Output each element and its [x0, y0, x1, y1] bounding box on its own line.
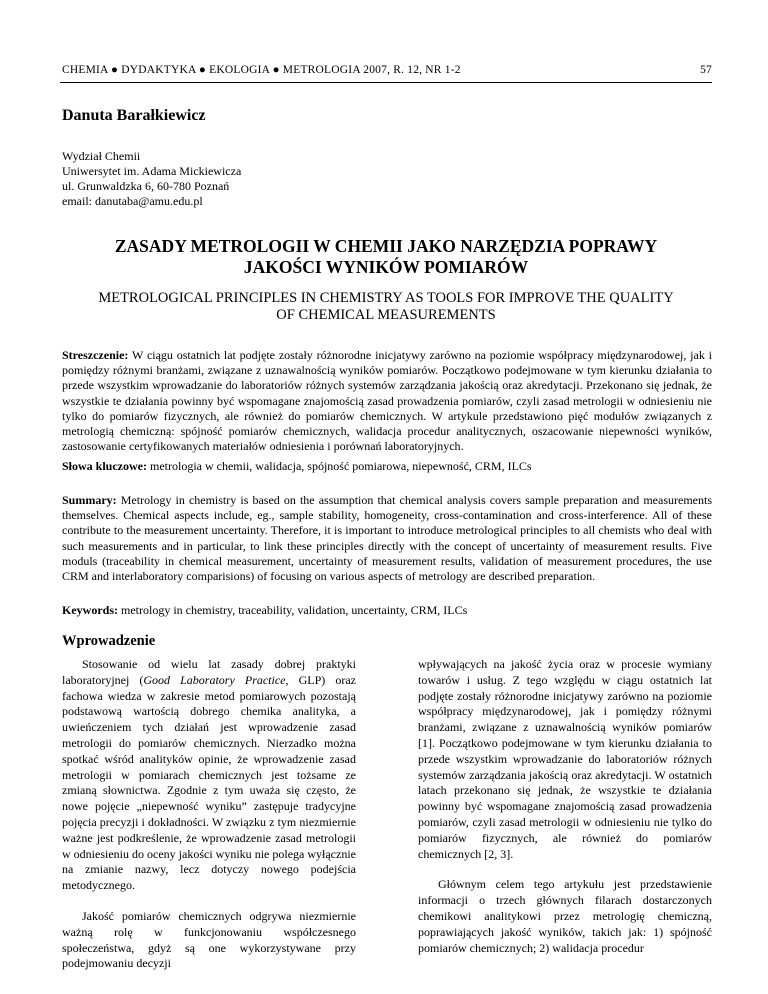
keywords-en-text: metrology in chemistry, traceability, validation, uncertainty, CRM, ILCs [118, 603, 468, 617]
author-email: email: danutaba@amu.edu.pl [62, 194, 203, 208]
page-number: 57 [700, 64, 712, 76]
paragraph-emphasis: Good Laboratory Practice [143, 672, 286, 687]
abstract-polish [62, 348, 712, 454]
title-line: ZASADY METROLOGII W CHEMII JAKO NARZĘDZIA POPRAWY [114, 236, 658, 256]
paragraph-text: , GLP) oraz fachowa wiedza w zakresie metod pomiarowych pozostają podstawową wartością dobrego chemika analityka, a uwieńczeniem tych działań jest wprowadzenie zasad metrologii do pomiarów chemicznych. Nierzadko można spotkać wśród analityków opinie, że wprowadzenie zasad metrologii w pomiarach chemicznych jest tożsame ze zmianą słownictwa. Zgodnie z tym uważa się często, że nowe pojęcie „niepewność wyniku” zastępuje tradycyjne pojęcia precyzji i dokładności. W związku z tym niezmiernie ważne jest podkreślenie, że wprowadzenie zasad metrologii w odniesieniu do oceny jakości wyniku nie polega wyłącznie na zmianie nazwy, lecz dotyczy nowego podejścia metodycznego. [62, 672, 356, 893]
title-line: JAKOŚCI WYNIKÓW POMIARÓW [243, 257, 529, 277]
body-paragraph: Jakość pomiarów chemicznych odgrywa niezmiernie ważną rolę w funkcjonowaniu współczesnego społeczeństwa, gdyż są one wykorzystywane przy podejmowaniu decyzji [62, 908, 356, 971]
abstract-text: W ciągu ostatnich lat podjęte zostały różnorodne inicjatywy zarówno na poziomie współpracy międzynarodowej, jak i pomiędzy różnymi branżami, związane z uznawalnością wyników pomiarów. Początkowo podejmowane w tym kierunku działania to przede wszystkim wprowadzanie do laboratoriów różnych systemów zarządzania jakością oraz akredytacji. Przekonano się jednak, że wszystkie te działania powinny być wspomagane znajomością zasad prowadzenia pomiarów, czyli zasad metrologii w odniesieniu nie tylko do pomiarów fizycznych, ale również do pomiarów chemicznych. W artykule przedstawiono pięć modułów związanych z metrologią chemiczną: spójność pomiarów chemicznych, walidacja procedur analitycznych, oszacowanie niepewności wyników, zastosowanie certyfikowanych materiałów odniesienia i porównań laboratoryjnych. [62, 348, 712, 454]
body-column-right [418, 657, 712, 971]
author-affiliation [62, 149, 241, 209]
section-heading: Wprowadzenie [62, 633, 156, 649]
paper-title-english [60, 290, 712, 324]
body-paragraph: Głównym celem tego artykułu jest przedstawienie informacji o trzech głównych filarach dostarczonych chemikowi analitykowi przez metrologię chemiczną, poprawiających jakość wyników, takich jak: 1) spójność pomiarów chemicznych; 2) walidacja procedur [418, 877, 712, 955]
summary-label: Summary: [62, 493, 117, 507]
affiliation-line: ul. Grunwaldzka 6, 60-780 Poznań [62, 179, 230, 193]
abstract-english [62, 493, 712, 584]
body-paragraph: wpływających na jakość życia oraz w procesie wymiany towarów i usług. Z tego względu w ciągu ostatnich lat podjęte zostały różnorodne inicjatywy zarówno na poziomie współpracy międzynarodowej, jak i pomiędzy różnymi branżami, związane z uznawalnością wyników pomiarów [1]. Początkowo podejmowane w tym kierunku działania to przede wszystkim wprowadzanie do laboratoriów różnych systemów zarządzania jakością oraz akredytacji. W ostatnich latach przekonano się jednak, że wszystkie te działania powinny być wspomagane znajomością zasad prowadzenia pomiarów, czyli zasad metrologii w odniesieniu nie tylko do pomiarów fizycznych, ale również do pomiarów chemicznych [2, 3]. [418, 657, 712, 861]
title-en-line: OF CHEMICAL MEASUREMENTS [276, 307, 496, 323]
summary-text: Metrology in chemistry is based on the assumption that chemical analysis covers sample preparation and measurements themselves. Chemical aspects include, eg., sample stability, homogeneity, cross-contamination and cross-interference. All of these contribute to the measurement uncertainty. Therefore, it is important to introduce metrological principles to all chemists who deal with such measurements and in particular, to link these principles directly with the concept of uncertainty of measurement results. Five moduls (traceability in chemical measurement, uncertainty of measurement results, validation of measurement procedures, the use CRM and interlaboratory comparisions) of focusing on various aspects of metrology are described preparation. [62, 493, 712, 584]
keywords-en-label: Keywords: [62, 603, 118, 617]
body-paragraph [62, 657, 356, 894]
affiliation-line: Wydział Chemii [62, 149, 141, 163]
running-header [62, 64, 712, 76]
affiliation-line: Uniwersytet im. Adama Mickiewicza [62, 164, 242, 178]
keywords-english [62, 603, 712, 618]
paragraph-text: Stosowanie od wielu lat zasady dobrej praktyki laboratoryjnej ( [62, 657, 356, 687]
title-en-line: METROLOGICAL PRINCIPLES IN CHEMISTRY AS TOOLS FOR IMPROVE THE QUALITY [98, 290, 674, 306]
keywords-polish [62, 459, 712, 474]
header-rule [60, 82, 712, 83]
keywords-text: metrologia w chemii, walidacja, spójność pomiarowa, niepewność, CRM, ILCs [147, 459, 532, 473]
abstract-label: Streszczenie: [62, 348, 129, 362]
author-name: Danuta Barałkiewicz [62, 107, 206, 124]
keywords-label: Słowa kluczowe: [62, 459, 147, 473]
body-column-left [62, 657, 356, 987]
paper-title [60, 236, 712, 278]
journal-name: CHEMIA ● DYDAKTYKA ● EKOLOGIA ● METROLOGIA 2007, R. 12, NR 1-2 [62, 64, 461, 76]
